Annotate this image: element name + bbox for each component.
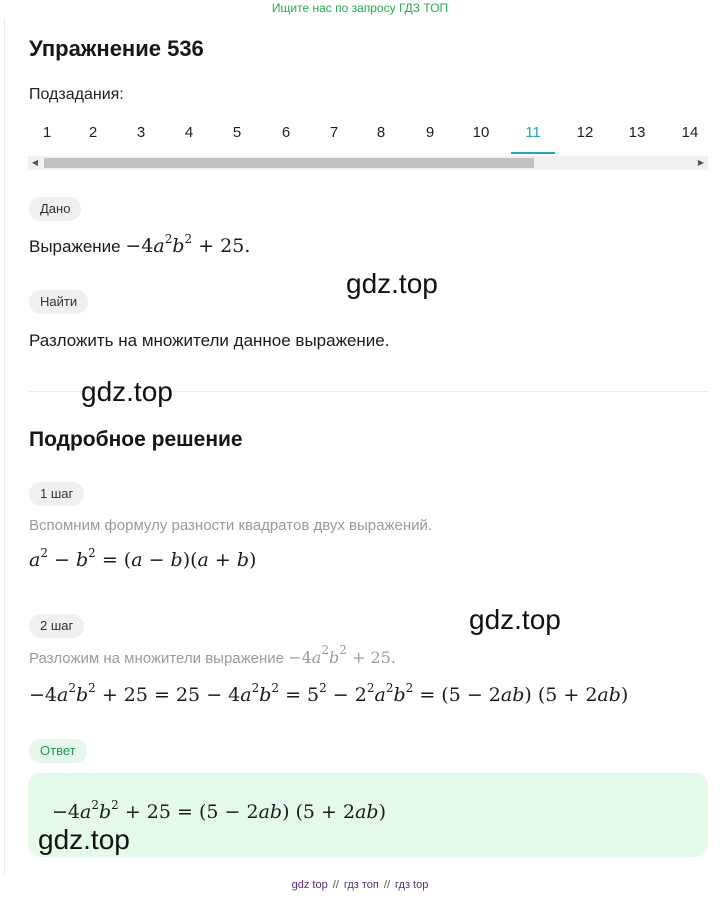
tab-4[interactable]: 4 [184, 124, 194, 141]
active-tab-underline [511, 152, 555, 154]
watermark: gdz.top [346, 268, 438, 299]
find-text: Разложить на множители данное выражение. [29, 331, 390, 350]
tab-8[interactable]: 8 [376, 124, 386, 141]
top-banner[interactable]: Ищите нас по запросу ГДЗ ТОП [271, 1, 449, 15]
step-2-inline-expression: $-4a^2b^2 + 25$. [288, 643, 396, 667]
tabs-scrollbar[interactable] [28, 156, 708, 170]
tab-6[interactable]: 6 [281, 124, 291, 141]
step-2-chip: 2 шаг [29, 614, 84, 638]
footer-separator: // [383, 879, 391, 891]
footer-link-2[interactable]: гдз топ [343, 879, 379, 891]
step-1-text: Вспомним формулу разности квадратов двух выражений. [29, 517, 433, 534]
watermark: gdz.top [38, 824, 130, 855]
footer [0, 879, 720, 891]
given-expression: $-4a^2b^2 + 25$. [125, 232, 251, 257]
tab-9[interactable]: 9 [425, 124, 435, 141]
scrollbar-thumb[interactable] [44, 158, 534, 168]
scroll-right-arrow-icon[interactable]: ▶ [697, 158, 705, 167]
answer-chip: Ответ [29, 739, 87, 763]
tab-2[interactable]: 2 [88, 124, 98, 141]
tab-10[interactable]: 10 [472, 124, 490, 141]
scroll-left-arrow-icon[interactable]: ◀ [31, 158, 39, 167]
footer-separator: // [332, 879, 339, 891]
tab-1[interactable]: 1 [42, 124, 52, 141]
solution-heading: Подробное решение [29, 428, 243, 451]
step-1-formula: $a^2 - b^2 = (a - b)(a + b)$ [29, 546, 257, 571]
footer-link-1[interactable]: gdz top [291, 879, 328, 891]
tab-5[interactable]: 5 [232, 124, 242, 141]
tab-11[interactable]: 11 [525, 124, 541, 141]
tab-14[interactable]: 14 [681, 124, 699, 141]
watermark: gdz.top [469, 604, 561, 635]
page-title: Упражнение 536 [29, 36, 204, 61]
find-chip: Найти [29, 290, 88, 314]
footer-link-3[interactable]: гдз top [395, 879, 429, 891]
step-2-formula: $-4a^2b^2 + 25 = 25 - 4a^2b^2 = 5^2 - 2^2a^2b^2 = (5 - 2ab) (5 + 2ab)$ [29, 681, 629, 706]
given-text [29, 232, 251, 257]
given-prefix: Выражение [29, 237, 126, 256]
tab-3[interactable]: 3 [136, 124, 146, 141]
tab-7[interactable]: 7 [329, 124, 339, 141]
subtasks-label: Подзадания: [29, 86, 124, 103]
step-2-text [29, 643, 396, 667]
watermark: gdz.top [81, 376, 173, 407]
given-chip: Дано [29, 197, 81, 221]
tab-13[interactable]: 13 [628, 124, 646, 141]
answer-formula: $-4a^2b^2 + 25 = (5 - 2ab) (5 + 2ab)$ [52, 798, 387, 823]
step-2-text-prefix: Разложим на множители выражение [29, 650, 289, 667]
step-1-chip: 1 шаг [29, 482, 84, 506]
tab-12[interactable]: 12 [576, 124, 594, 141]
subtask-tabs [20, 118, 710, 158]
